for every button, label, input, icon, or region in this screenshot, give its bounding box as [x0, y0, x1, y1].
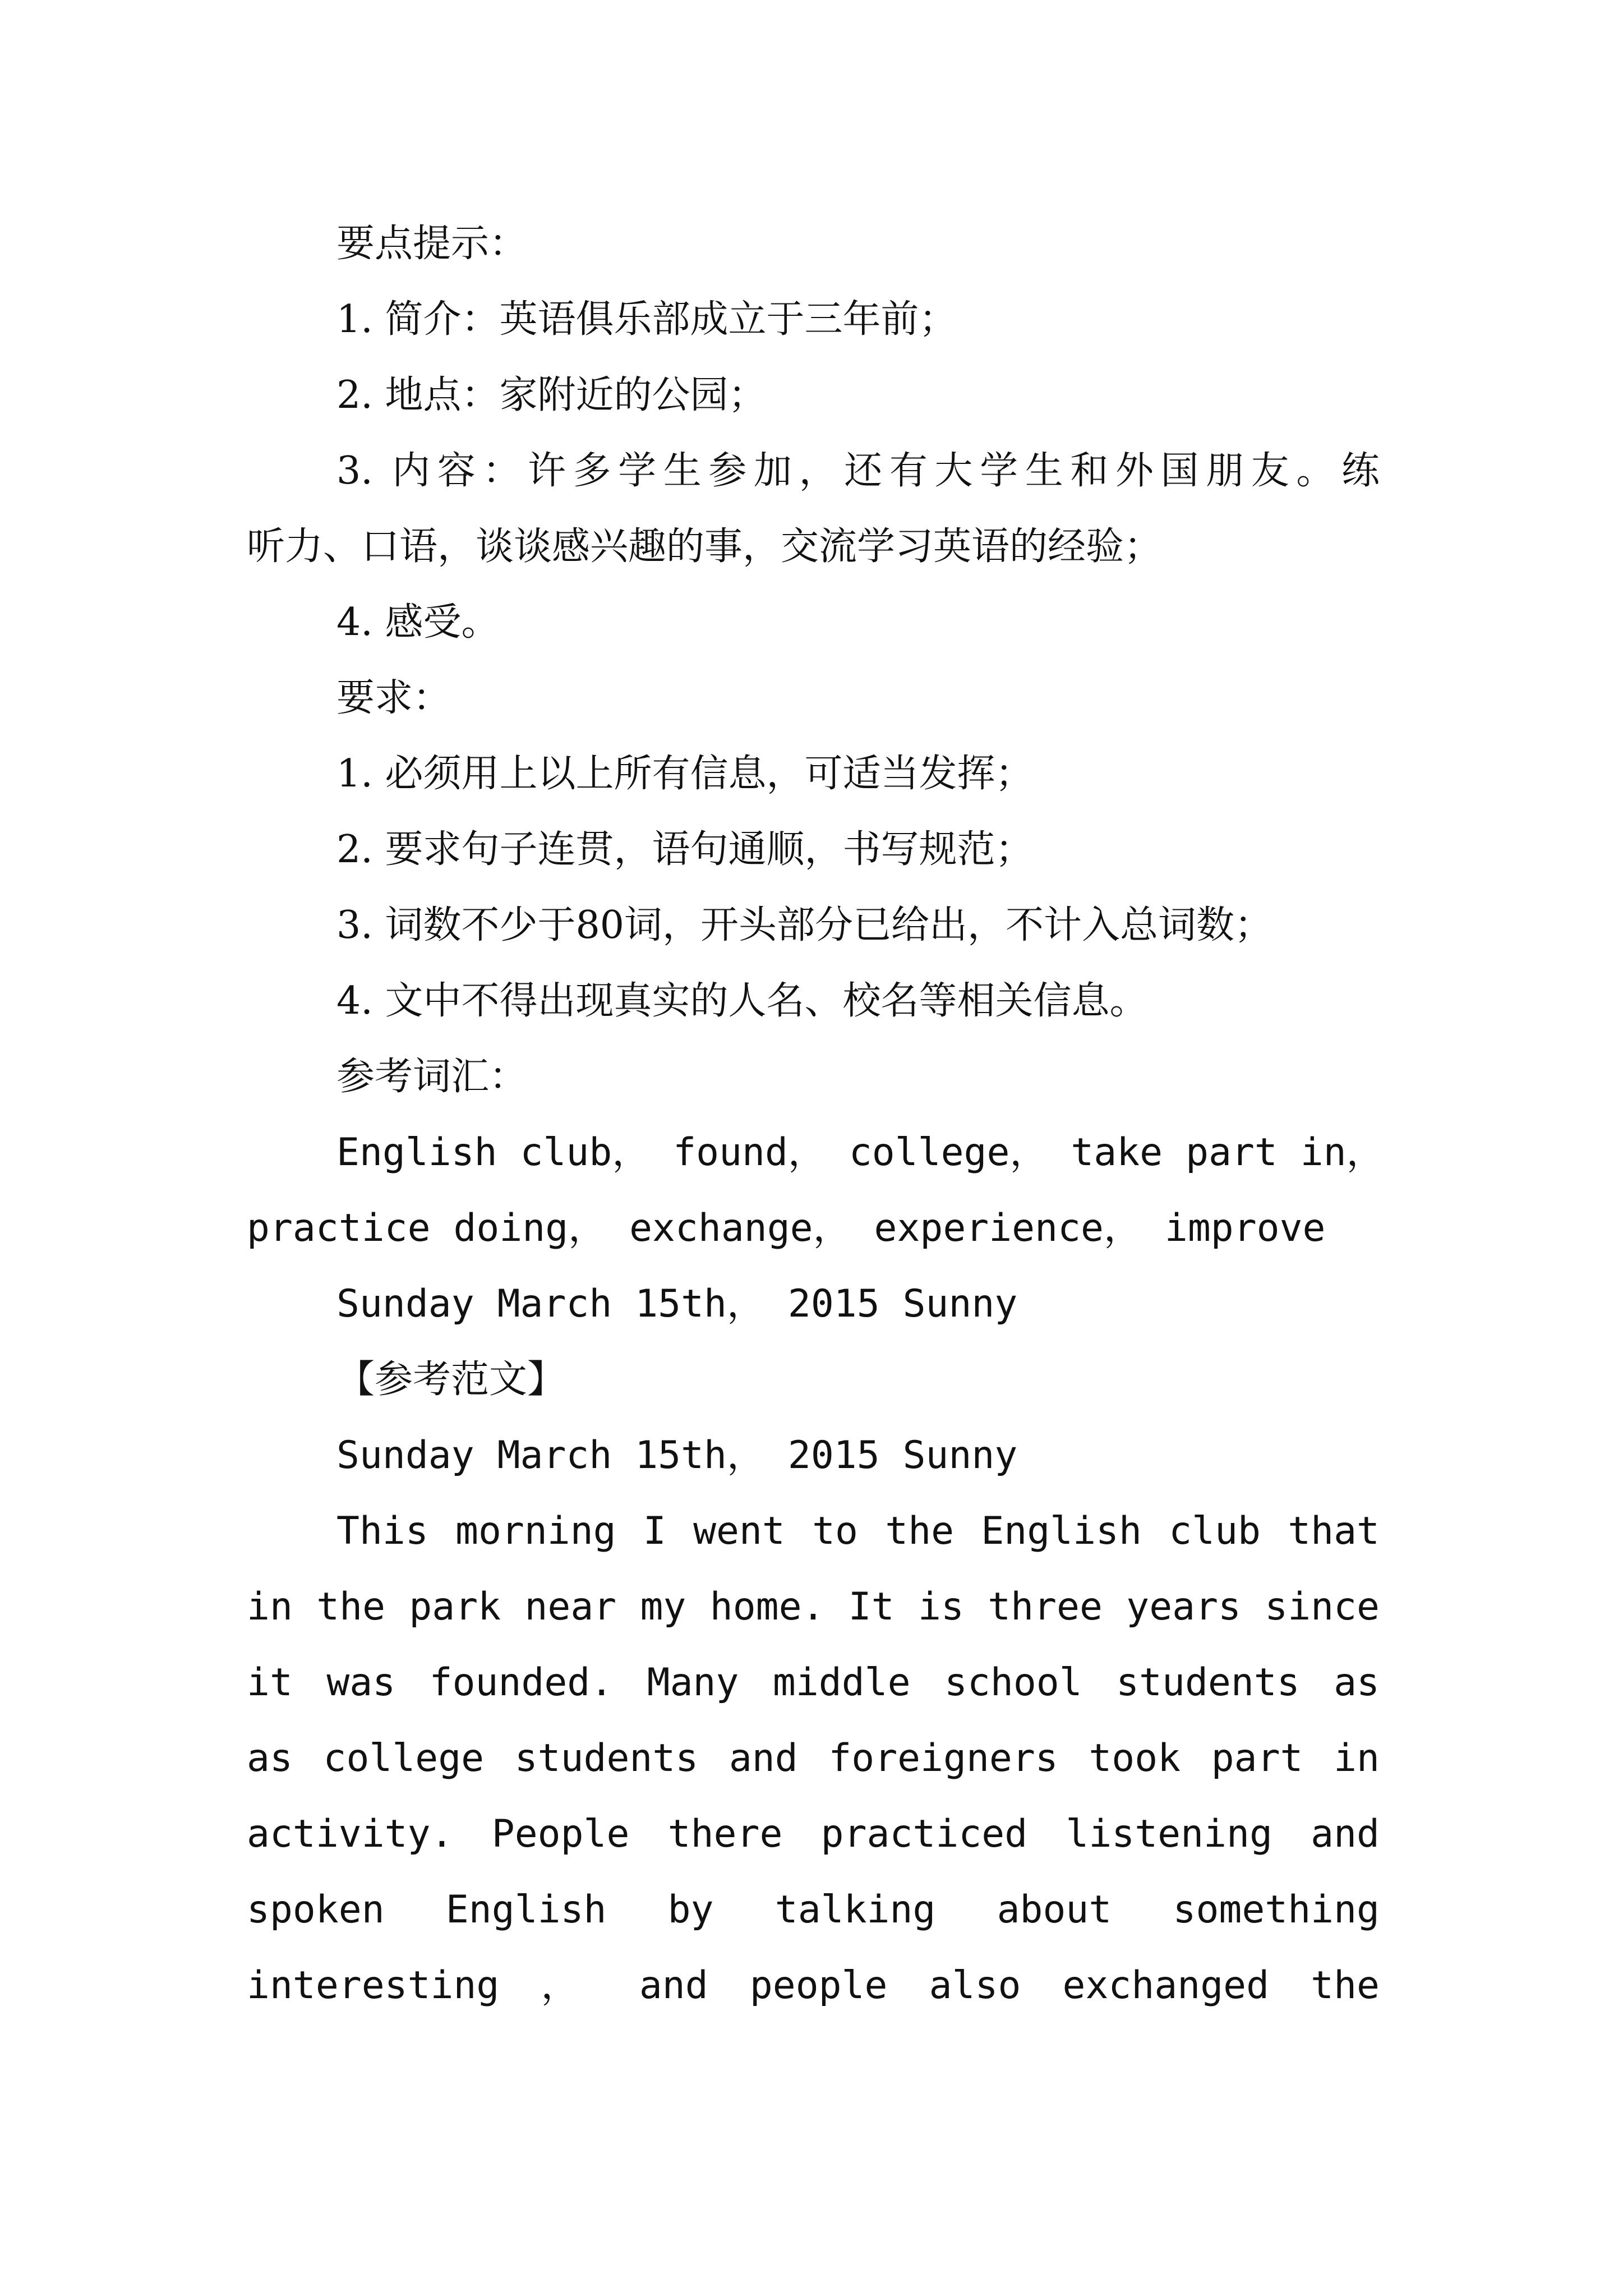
- sample-line-7: interesting ， and people also exchanged the: [247, 1963, 1380, 2008]
- sample-date-line: Sunday March 15th， 2015 Sunny: [336, 1433, 1018, 1478]
- requirements-heading: 要求：: [336, 676, 451, 720]
- vocab-line-2: practice doing， exchange， experience， improve: [247, 1206, 1326, 1250]
- requirement-1: 1. 必须用上以上所有信息，可适当发挥；: [336, 752, 1034, 796]
- requirement-2: 2. 要求句子连贯，语句通顺，书写规范；: [336, 827, 1034, 872]
- sample-line-4: as college students and foreigners took part in: [247, 1736, 1380, 1780]
- sample-line-6: spoken English by talking about something: [247, 1888, 1380, 1932]
- requirement-3: 3. 词数不少于80词，开头部分已给出，不计入总词数；: [336, 903, 1273, 947]
- point-2: 2. 地点：家附近的公园；: [336, 373, 767, 417]
- point-3-continued: 听力、口语，谈谈感兴趣的事，交流学习英语的经验；: [247, 524, 1163, 569]
- sample-line-2: in the park near my home. It is three years since: [247, 1585, 1380, 1629]
- sample-line-5: activity. People there practiced listening and: [247, 1812, 1380, 1856]
- point-1: 1. 简介：英语俱乐部成立于三年前；: [336, 297, 957, 342]
- date-line: Sunday March 15th， 2015 Sunny: [336, 1282, 1018, 1326]
- sample-line-3: it was founded. Many middle school students as: [247, 1660, 1380, 1705]
- sample-line-1: This morning I went to the English club that: [336, 1509, 1380, 1553]
- points-heading: 要点提示：: [336, 222, 528, 266]
- vocab-heading: 参考词汇：: [336, 1055, 528, 1099]
- vocab-line-1: English club， found， college， take part in，: [336, 1130, 1385, 1175]
- point-3: 3. 内容：许多学生参加，还有大学生和外国朋友。练: [336, 449, 1380, 493]
- requirement-4: 4. 文中不得出现真实的人名、校名等相关信息。: [336, 979, 1148, 1023]
- sample-heading: 【参考范文】: [336, 1358, 566, 1402]
- point-4: 4. 感受。: [336, 600, 500, 645]
